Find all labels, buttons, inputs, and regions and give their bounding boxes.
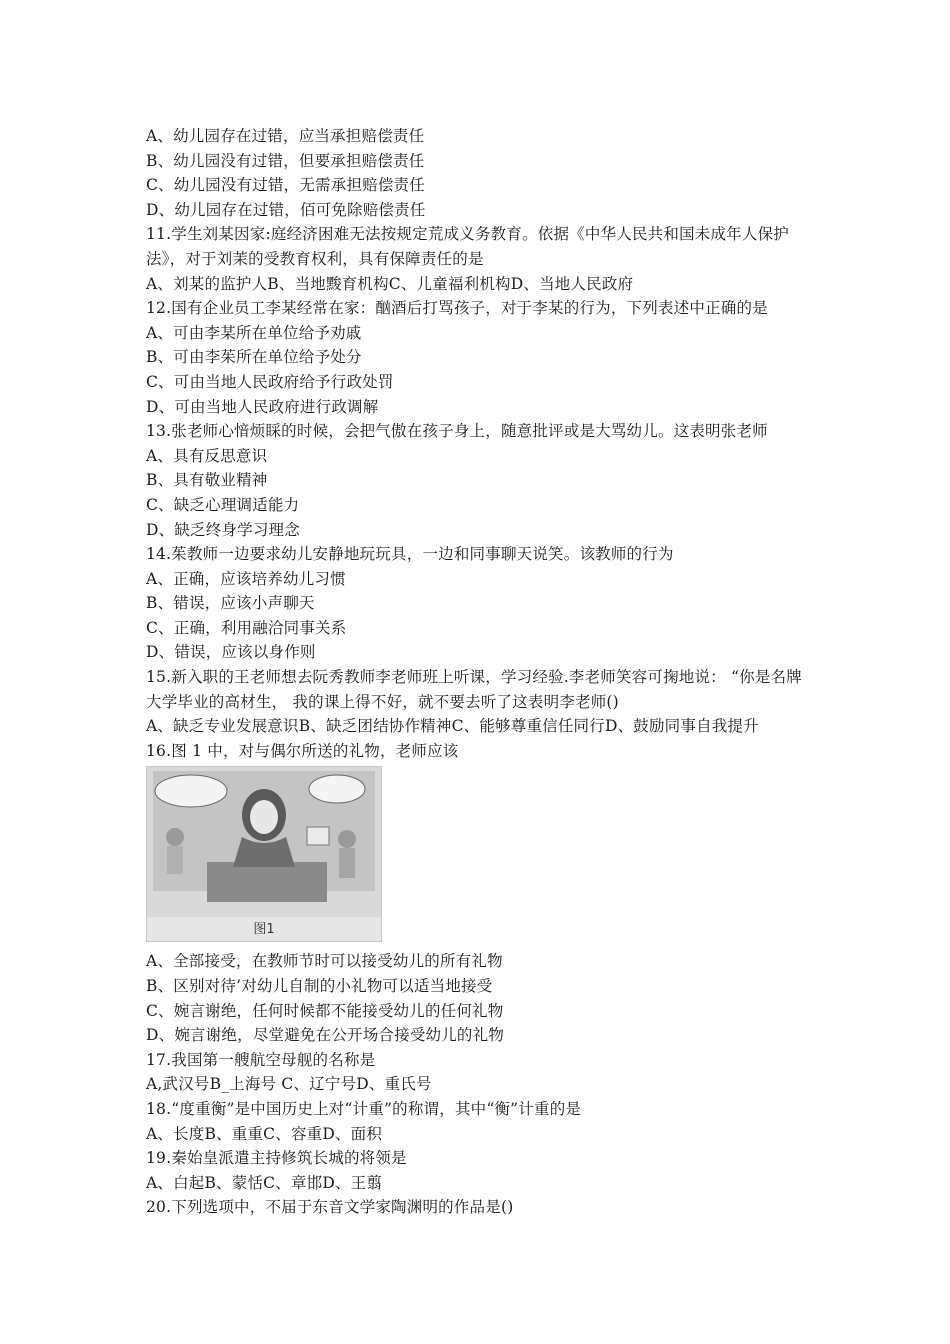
text-line: 15.新入职的王老师想去阮秀教师李老师班上听课，学习经验.李老师笑容可掬地说： “你是名牌大学毕业的高材生， 我的课上得不好，就不要去听了这表明李老师()	[146, 668, 802, 711]
question-block-bottom	[146, 949, 826, 1220]
text-line: B、具有敬业精神	[146, 471, 268, 490]
text-line: A、具有反思意识	[146, 446, 268, 465]
figure-caption: 图1	[253, 922, 275, 938]
text-line: D、婉言谢绝，尽堂避免在公开场合接受幼儿的礼物	[146, 1026, 505, 1045]
document-page	[146, 124, 826, 1220]
text-line: D、幼儿园存在过错，佰可免除赔偿责任	[146, 200, 426, 219]
text-line: 18.“度重衡”是中国历史上对“计重”的称谓，其中“衡”计重的是	[146, 1100, 582, 1118]
text-line: A、长度B、重重C、容重D、面积	[146, 1124, 383, 1143]
figure-1-illustration	[146, 766, 382, 942]
text-line: 20.下列选项中，不届于东音文学家陶渊明的作品是()	[146, 1198, 514, 1217]
text-line: 14.茱教师一边要求幼儿安静地玩玩具，一边和同事聊天说笑。该教师的行为	[146, 545, 674, 564]
text-line: B、幼儿园没有过错，但要承担赔偿责任	[146, 151, 425, 170]
text-line: D、错误，应该以身作则	[146, 643, 316, 662]
text-line: A、正确，应该培养幼儿习惯	[146, 569, 346, 588]
text-line: B、可由李茱所在单位给予处分	[146, 348, 362, 367]
text-line: B、错误，应该小声聊天	[146, 594, 315, 613]
text-line: B、区别对待’对幼儿自制的小礼物可以适当地接受	[146, 977, 493, 996]
text-line: 16.图 1 中，对与偶尔所送的礼物，老师应该	[146, 741, 459, 760]
text-line: 19.秦始皇派遣主持修筑长城的将领是	[146, 1149, 407, 1168]
text-line: A、缺乏专业发展意识B、缺乏团结协作精神C、能够尊重信任同行D、鼓励同事自我提升	[146, 717, 759, 736]
question-block-top	[146, 124, 826, 763]
text-line: A,武汉号B_上海号 C、辽宁号D、重氏号	[146, 1075, 432, 1094]
text-line: A、幼儿园存在过错，应当承担赔偿责任	[146, 127, 425, 145]
text-line: A、白起B、蒙恬C、章邯D、王翦	[146, 1173, 383, 1192]
text-line: 11.学生刘某因家:庭经济困难无法按规定荒成义务教育。依据《中华人民共和国未成年人保护法》，对于刘茉的受教育权利，具有保障责任的是	[146, 225, 789, 268]
text-line: 17.我国第一艘航空母舰的名称是	[146, 1050, 376, 1069]
text-line: 13.张老师心愔烦睬的时候，会把气傲在孩子身上，随意批评或是大骂幼儿。这表明张老师	[146, 422, 768, 441]
text-line: A、刘某的监护人B、当地黢育机构C、儿童福利机构D、当地人民政府	[146, 274, 634, 293]
text-line: C、婉言谢绝，任何时候都不能接受幼儿的任何礼物	[146, 1001, 504, 1020]
text-line: C、幼儿园没有过错，无需承担赔偿责任	[146, 176, 425, 195]
text-line: C、可由当地人民政府给予行政处罚	[146, 372, 394, 391]
text-line: D、缺乏终身学习理念	[146, 520, 300, 539]
text-line: A、可由李某所在单位给予劝戚	[146, 323, 362, 342]
text-line: C、缺乏心理调适能力	[146, 495, 300, 514]
text-line: C、正确，利用融洽同事关系	[146, 618, 347, 637]
text-line: A、全部接受，在教师节时可以接受幼儿的所有礼物	[146, 952, 503, 971]
text-line: 12.国有企业员工李某经常在家：酗酒后打骂孩子，对于李某的行为，下列表述中正确的是	[146, 299, 768, 318]
teacher-gift-illustration	[147, 767, 381, 917]
text-line: D、可由当地人民政府进行政调解	[146, 397, 379, 416]
